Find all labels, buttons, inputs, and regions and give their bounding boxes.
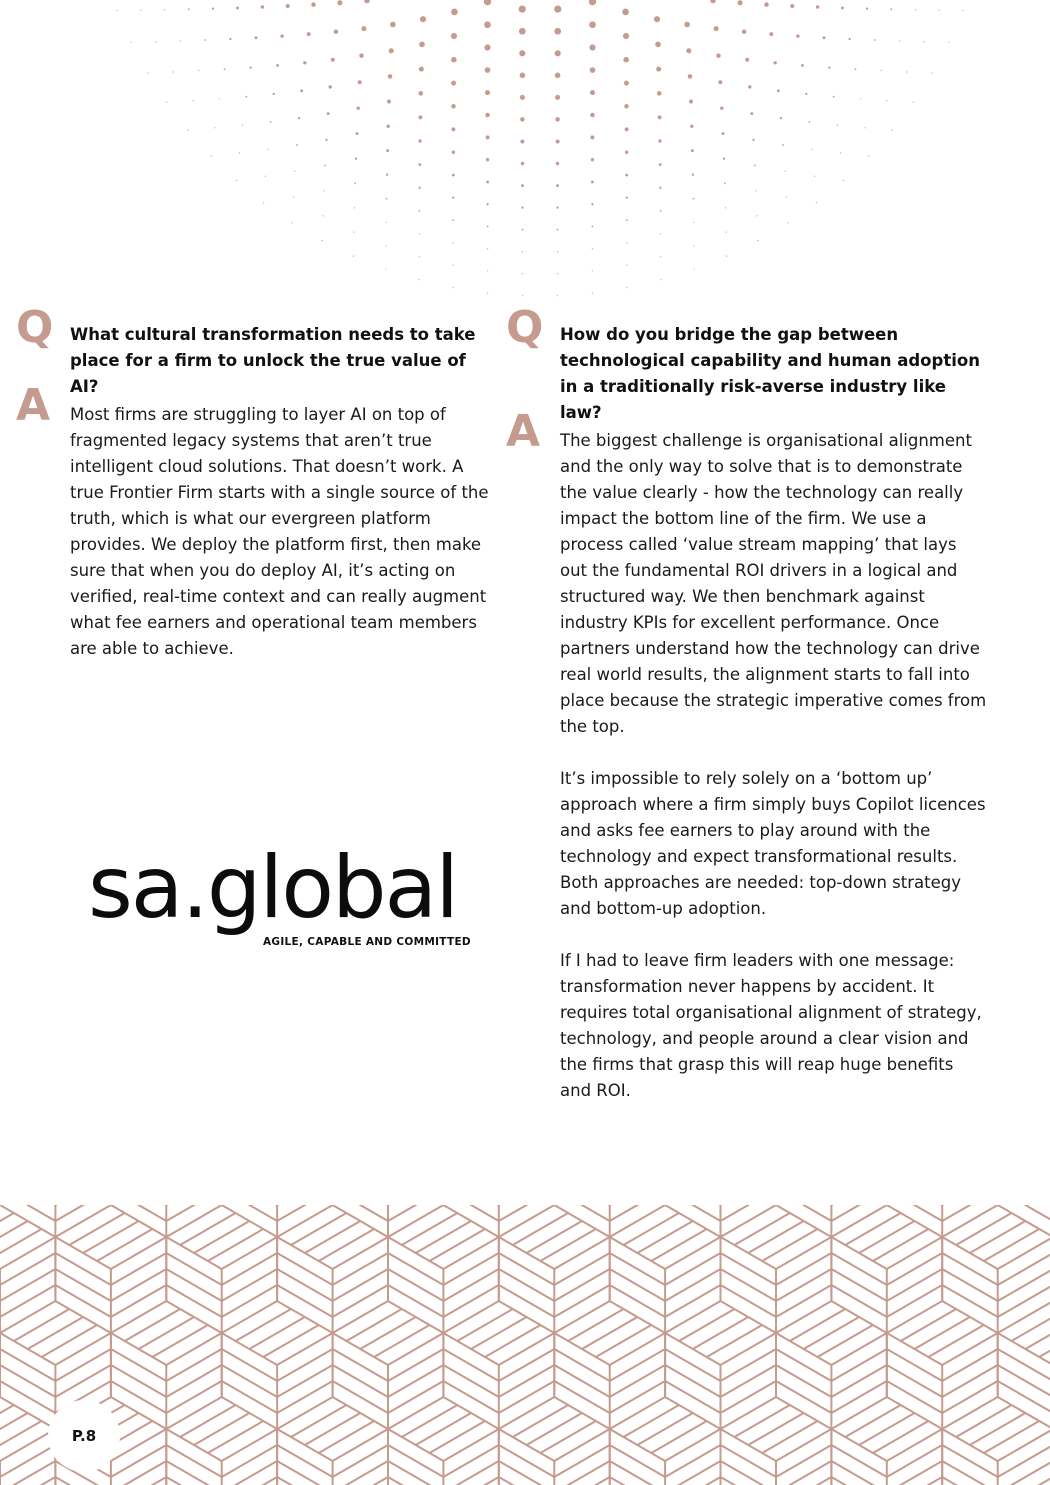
halftone-dot — [451, 33, 457, 39]
halftone-dot — [324, 165, 326, 167]
halftone-dot — [219, 98, 220, 99]
halftone-dot — [784, 171, 785, 172]
logo-tagline: AGILE, CAPABLE AND COMMITTED — [263, 936, 471, 948]
cube-lines — [0, 1205, 1050, 1485]
halftone-dot — [816, 202, 817, 203]
halftone-dot — [939, 10, 940, 11]
halftone-dot — [906, 71, 907, 72]
halftone-dot — [519, 50, 525, 56]
halftone-dot — [694, 269, 695, 270]
halftone-dot — [484, 0, 491, 5]
halftone-dot — [484, 21, 491, 28]
halftone-dot — [311, 2, 316, 7]
halftone-dot — [555, 117, 560, 122]
halftone-dot — [487, 226, 489, 228]
halftone-dot — [300, 89, 303, 92]
halftone-dot — [419, 279, 420, 280]
halftone-dot — [750, 112, 753, 115]
halftone-dot — [215, 127, 216, 128]
halftone-dot — [841, 6, 844, 9]
halftone-dot — [658, 115, 662, 119]
halftone-dot — [419, 91, 424, 96]
halftone-dot — [255, 36, 258, 39]
halftone-dot — [451, 9, 458, 16]
halftone-dot — [855, 68, 857, 70]
halftone-dot — [592, 226, 594, 228]
halftone-dot — [486, 135, 490, 139]
halftone-dot — [710, 0, 716, 3]
halftone-dot — [924, 41, 925, 42]
halftone-dot — [236, 6, 239, 9]
halftone-dot — [915, 9, 916, 10]
halftone-dot — [485, 67, 491, 73]
halftone-dot — [387, 100, 391, 104]
halftone-dot — [722, 132, 725, 135]
halftone-dot — [555, 50, 561, 56]
halftone-dot — [626, 242, 627, 243]
halftone-dot — [451, 127, 455, 131]
halftone-dot — [419, 210, 421, 212]
halftone-dot — [355, 158, 357, 160]
halftone-dot — [451, 104, 456, 109]
halftone-dot — [188, 130, 189, 131]
halftone-dot — [303, 61, 306, 64]
halftone-dot — [780, 117, 782, 119]
halftone-dot — [891, 8, 893, 10]
halftone-dot — [790, 4, 794, 8]
halftone-dot — [337, 0, 342, 5]
halftone-dot — [554, 28, 561, 35]
halftone-dot — [786, 197, 787, 198]
halftone-dot — [777, 89, 780, 92]
halftone-dot — [385, 269, 386, 270]
halftone-dot — [387, 125, 390, 128]
halftone-dot — [451, 81, 456, 86]
halftone-dot — [419, 42, 425, 48]
halftone-dot — [899, 40, 900, 41]
halftone-dot — [726, 232, 727, 233]
halftone-dot — [769, 32, 773, 36]
halftone-dot — [389, 48, 394, 53]
halftone-dot — [557, 251, 558, 252]
sa-global-logo — [88, 838, 478, 968]
halftone-dot — [748, 85, 751, 88]
halftone-dot — [590, 113, 595, 118]
halftone-dot — [656, 67, 661, 72]
halftone-dot — [809, 121, 811, 123]
halftone-dot — [353, 232, 354, 233]
halftone-dot — [688, 74, 693, 79]
halftone-dot — [267, 149, 268, 150]
halftone-dot — [816, 5, 819, 8]
halftone-dot — [386, 222, 387, 223]
halftone-dot — [386, 149, 389, 152]
halftone-dot — [948, 42, 949, 43]
halftone-dot — [293, 197, 294, 198]
halftone-dot — [590, 135, 594, 139]
halftone-dot — [557, 295, 558, 296]
halftone-dot — [204, 39, 206, 41]
halftone-dot — [236, 180, 237, 181]
halftone-dot — [686, 48, 691, 53]
halftone-dot — [754, 165, 756, 167]
halftone-dot — [296, 144, 298, 146]
halftone-dot — [591, 158, 594, 161]
halftone-dot — [322, 215, 323, 216]
halftone-dot — [654, 16, 660, 22]
halftone-dot — [212, 7, 214, 9]
halftone-dot — [590, 90, 595, 95]
halftone-dot — [453, 265, 454, 266]
halftone-dot — [660, 210, 662, 212]
halftone-dot — [622, 9, 629, 16]
halftone-dot — [522, 251, 523, 252]
halftone-dot — [589, 0, 596, 5]
halftone-dot — [931, 72, 932, 73]
halftone-dot — [796, 34, 799, 37]
halftone-dot — [354, 183, 356, 185]
halftone-dot — [745, 58, 749, 62]
left-question: What cultural transformation needs to take place for a firm to unlock the true value of AI? — [70, 325, 476, 396]
halftone-dot — [589, 21, 596, 28]
halftone-dot — [418, 187, 420, 189]
question-marker: Q — [506, 302, 544, 353]
halftone-dot — [390, 22, 396, 28]
halftone-dot — [270, 121, 272, 123]
halftone-dot — [292, 222, 293, 223]
halftone-dot — [364, 0, 370, 3]
halftone-dot — [487, 270, 488, 271]
halftone-dot — [147, 72, 148, 73]
halftone-dot — [690, 125, 693, 128]
halftone-dot — [155, 41, 156, 42]
halftone-dot — [592, 292, 593, 293]
halftone-dot — [693, 245, 694, 246]
halftone-dot — [874, 39, 876, 41]
halftone-dot — [327, 112, 330, 115]
halftone-dot — [589, 44, 595, 50]
halftone-dot — [280, 34, 283, 37]
halftone-dot — [239, 152, 240, 153]
halftone-dot — [173, 71, 174, 72]
halftone-dot — [626, 265, 627, 266]
halftone-dot — [452, 174, 455, 177]
halftone-dot — [554, 5, 561, 12]
halftone-dot — [837, 125, 838, 126]
halftone-dot — [484, 44, 490, 50]
halftone-dot — [805, 93, 807, 95]
halftone-dot — [522, 295, 523, 296]
halftone-dot — [659, 163, 662, 166]
halftone-dot — [487, 248, 488, 249]
halftone-dot — [962, 10, 963, 11]
halftone-dot — [520, 95, 525, 100]
halftone-dot — [555, 95, 560, 100]
halftone-dot — [866, 7, 868, 9]
halftone-dot — [520, 117, 525, 122]
halftone-dot — [626, 287, 627, 288]
halftone-dot — [180, 40, 181, 41]
halftone-dot — [692, 198, 694, 200]
halftone-dot — [752, 139, 754, 141]
halftone-dot — [689, 100, 693, 104]
halftone-dot — [485, 113, 490, 118]
halftone-dot — [658, 139, 661, 142]
halftone-dot — [386, 174, 388, 176]
halftone-dot — [864, 127, 865, 128]
halftone-dot — [655, 42, 661, 48]
halftone-dot — [659, 187, 661, 189]
halftone-dot — [229, 38, 231, 40]
right-answer — [560, 428, 988, 1104]
halftone-dot — [166, 102, 167, 103]
halftone-dot — [625, 151, 628, 154]
halftone-dot — [592, 270, 593, 271]
halftone-dot — [358, 80, 362, 84]
halftone-dot — [164, 9, 165, 10]
halftone-dot — [451, 57, 457, 63]
halftone-dot — [486, 158, 489, 161]
halftone-dot — [418, 139, 421, 142]
halftone-dot — [626, 196, 628, 198]
halftone-dot — [420, 16, 426, 22]
halftone-dot — [556, 184, 559, 187]
halftone-dot — [723, 158, 725, 160]
dot-halftone-decoration — [0, 0, 1050, 310]
halftone-dot — [718, 80, 722, 84]
halftone-dot — [756, 215, 757, 216]
halftone-dot — [891, 130, 892, 131]
halftone-dot — [555, 73, 561, 79]
logo-wordmark: sa.global — [88, 838, 458, 938]
halftone-dot — [354, 207, 355, 208]
halftone-dot — [591, 203, 593, 205]
halftone-dot — [245, 96, 247, 98]
halftone-dot — [691, 149, 694, 152]
halftone-dot — [738, 0, 743, 5]
halftone-dot — [487, 292, 488, 293]
halftone-dot — [755, 190, 756, 191]
halftone-dot — [265, 176, 266, 177]
halftone-dot — [294, 171, 295, 172]
halftone-dot — [812, 149, 813, 150]
halftone-dot — [520, 140, 524, 144]
right-question: How do you bridge the gap between technological capability and human adoption in a traditionally risk-averse industry like law? — [560, 325, 980, 422]
halftone-dot — [823, 36, 826, 39]
halftone-dot — [557, 273, 558, 274]
halftone-dot — [250, 66, 252, 68]
halftone-dot — [211, 156, 212, 157]
halftone-dot — [307, 32, 311, 36]
halftone-dot — [357, 107, 360, 110]
halftone-dot — [261, 5, 264, 8]
halftone-dot — [623, 57, 629, 63]
halftone-dot — [521, 206, 523, 208]
halftone-dot — [386, 245, 387, 246]
halftone-dot — [801, 64, 804, 67]
halftone-dot — [263, 202, 264, 203]
halftone-dot — [881, 70, 882, 71]
halftone-dot — [224, 68, 226, 70]
halftone-dot — [519, 28, 526, 35]
halftone-dot — [198, 70, 199, 71]
halftone-dot — [843, 180, 844, 181]
halftone-dot — [625, 174, 628, 177]
halftone-dot — [828, 66, 830, 68]
halftone-dot — [556, 140, 560, 144]
halftone-dot — [359, 53, 364, 58]
halftone-dot — [521, 184, 524, 187]
page-number: P.8 — [48, 1400, 120, 1472]
halftone-dot — [386, 198, 388, 200]
halftone-dot — [787, 222, 788, 223]
halftone-dot — [361, 26, 366, 31]
halftone-dot — [912, 102, 913, 103]
halftone-dot — [625, 127, 629, 131]
halftone-dot — [192, 100, 193, 101]
halftone-dot — [868, 156, 869, 157]
halftone-dot — [660, 233, 661, 234]
halftone-dot — [764, 2, 769, 7]
answer-paragraph: If I had to leave firm leaders with one message: transformation never happens by accident. It requires total organisational alignment of strategy, technology, and people around a clear vision and the firms that grasp this will reap huge benefits and ROI. — [560, 951, 982, 1100]
halftone-dot — [660, 256, 661, 257]
halftone-dot — [693, 222, 694, 223]
halftone-dot — [418, 163, 421, 166]
halftone-dot — [720, 107, 723, 110]
halftone-dot — [848, 38, 850, 40]
halftone-dot — [757, 240, 758, 241]
halftone-dot — [726, 256, 727, 257]
halftone-dot — [325, 139, 327, 141]
halftone-dot — [298, 117, 300, 119]
halftone-dot — [485, 90, 490, 95]
halftone-dot — [334, 29, 339, 34]
halftone-dot — [860, 98, 861, 99]
halftone-dot — [556, 162, 559, 165]
halftone-dot — [286, 4, 290, 8]
halftone-dot — [657, 91, 662, 96]
halftone-dot — [521, 162, 524, 165]
halftone-dot — [520, 73, 526, 79]
halftone-dot — [452, 151, 455, 154]
answer-paragraph: It’s impossible to rely solely on a ‘bottom up’ approach where a firm simply buys Copilot licences and asks fee earners to play around with the technology and expect transformational results. Both approaches are needed: top-down strategy and bottom-up adoption. — [560, 769, 986, 918]
halftone-dot — [714, 26, 719, 31]
halftone-dot — [623, 33, 629, 39]
question-marker: Q — [16, 302, 54, 353]
halftone-dot — [557, 229, 559, 231]
halftone-dot — [322, 240, 323, 241]
halftone-dot — [886, 100, 887, 101]
halftone-dot — [419, 233, 420, 234]
halftone-dot — [519, 5, 526, 12]
halftone-dot — [522, 229, 524, 231]
halftone-dot — [624, 81, 629, 86]
halftone-dot — [453, 287, 454, 288]
answer-paragraph: The biggest challenge is organisational alignment and the only way to solve that is to demonstrate the value clearly - how the technology can really impact the bottom line of the firm. We use a process called ‘value stream mapping’ that lays out the fundamental ROI drivers in a logical and structured way. We then benchmark against industry KPIs for excellent performance. Once partners understand how the technology can drive real world results, the alignment starts to fall into place because the strategic imperative comes from the top. — [560, 431, 987, 736]
halftone-dot — [624, 104, 629, 109]
halftone-dot — [591, 181, 594, 184]
halftone-dot — [323, 190, 324, 191]
halftone-dot — [131, 42, 132, 43]
halftone-dot — [692, 174, 694, 176]
halftone-dot — [356, 132, 359, 135]
halftone-dot — [486, 203, 488, 205]
halftone-dot — [329, 85, 332, 88]
halftone-dot — [814, 176, 815, 177]
halftone-dot — [716, 53, 721, 58]
halftone-dot — [273, 93, 275, 95]
halftone-dot — [626, 219, 628, 221]
halftone-dot — [140, 10, 141, 11]
halftone-dot — [660, 279, 661, 280]
halftone-dot — [419, 67, 424, 72]
halftone-dot — [522, 273, 523, 274]
halftone-dot — [117, 10, 118, 11]
halftone-dot — [486, 181, 489, 184]
halftone-dot — [742, 29, 747, 34]
halftone-dot — [353, 256, 354, 257]
halftone-dot — [242, 125, 243, 126]
halftone-dot — [452, 219, 454, 221]
halftone-dot — [276, 64, 279, 67]
halftone-dot — [725, 207, 726, 208]
halftone-dot — [453, 242, 454, 243]
answer-marker: A — [16, 380, 51, 431]
halftone-dot — [684, 22, 690, 28]
halftone-dot — [388, 74, 393, 79]
halftone-dot — [418, 115, 422, 119]
halftone-dot — [556, 206, 558, 208]
halftone-dot — [774, 61, 777, 64]
left-answer: Most firms are struggling to layer AI on top of fragmented legacy systems that aren’t true intelligent cloud solutions. That doesn’t work. A true Frontier Firm starts with a single source of the truth, which is what our evergreen platform provides. We deploy the platform first, then make sure that when you do deploy AI, it’s acting on verified, real-time context and can really augment what fee earners and operational team members are able to achieve. — [70, 405, 489, 658]
halftone-dot — [724, 183, 726, 185]
halftone-dot — [188, 8, 190, 10]
answer-marker: A — [506, 406, 541, 457]
halftone-dot — [782, 144, 784, 146]
halftone-dot — [331, 58, 335, 62]
geometric-cube-pattern — [0, 1205, 1050, 1485]
halftone-dot — [590, 67, 596, 73]
halftone-dot — [592, 248, 593, 249]
halftone-dot — [452, 196, 454, 198]
halftone-dot — [840, 152, 841, 153]
halftone-dot — [833, 96, 835, 98]
halftone-dot — [419, 256, 420, 257]
